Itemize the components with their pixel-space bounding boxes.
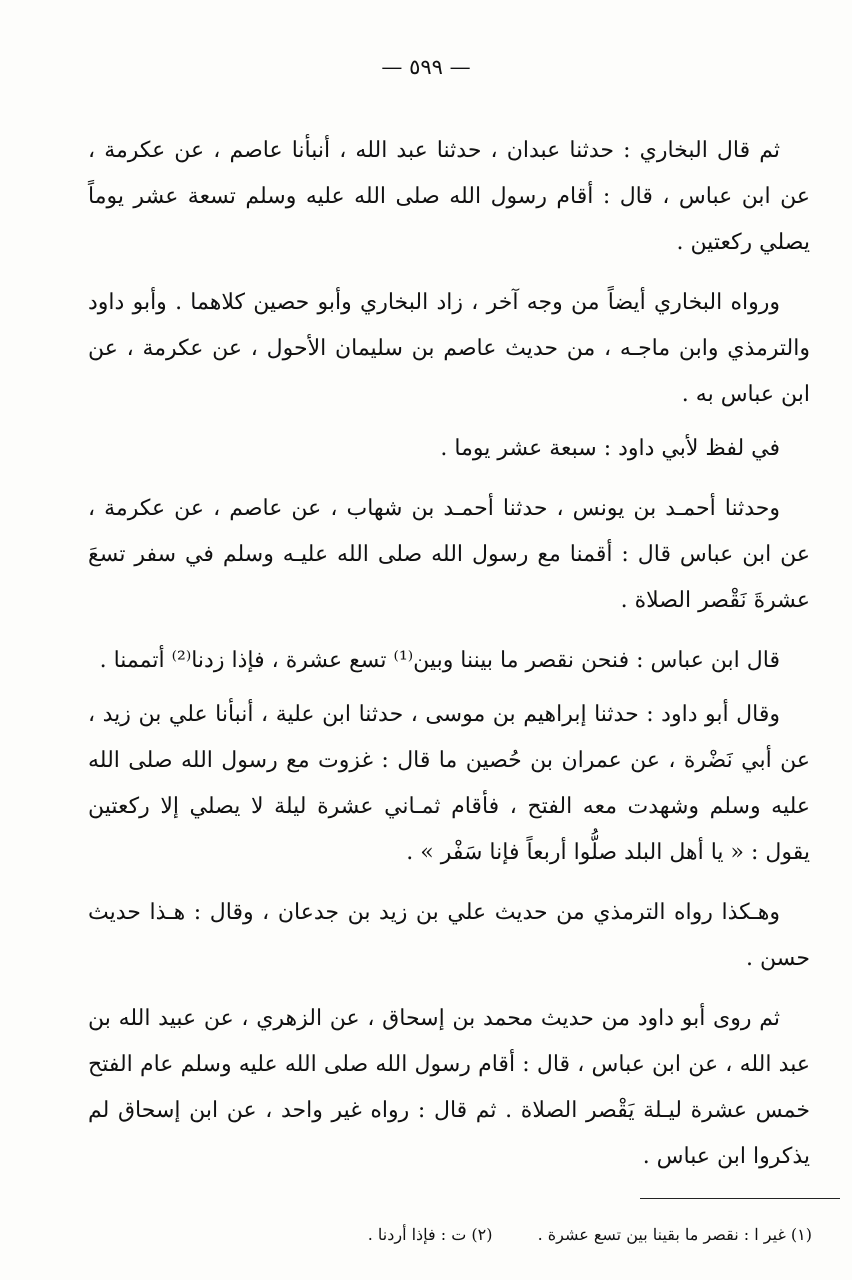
paragraph-3: في لفظ لأبي داود : سبعة عشر يوما . bbox=[440, 436, 780, 461]
paragraph-1: ثم قال البخاري : حدثنا عبدان ، حدثنا عبد الله ، أنبأنا عاصم ، عن عكرمة ، عن ابن عباس ، قال : أقام رسول الله صلى الله عليه وسلم تسعة عشر يوماً يصلي ركعتين . bbox=[88, 138, 810, 255]
footnote-2: (٢) ت : فإذا أردنا . bbox=[367, 1225, 493, 1244]
main-text bbox=[88, 128, 810, 1194]
paragraph-2: ورواه البخاري أيضاً من وجه آخر ، زاد البخاري وأبو حصين كلاهما . وأبو داود والترمذي وابن ماجـه ، من حديث عاصم بن سليمان الأحول ، عن عكرمة ، عن ابن عباس به . bbox=[88, 290, 810, 407]
footnote-divider bbox=[640, 1198, 840, 1199]
paragraph-6: وقال أبو داود : حدثنا إبراهيم بن موسى ، حدثنا ابن علية ، أنبأنا علي بن زيد ، عن أبي نَضْرة ، عن عمران بن حُصين ما قال : غزوت مع رسول الله صلى الله عليه وسلم وشهدت معه الفتح ، فأقام ثمـاني عشرة ليلة لا يصلي إلا ركعتين يقول : « يا أهل البلد صلُّوا أربعاً فإنا سَفْر » . bbox=[88, 702, 810, 865]
paragraph-5: قال ابن عباس : فنحن نقصر ما بيننا وبين⁽¹⁾ تسع عشرة ، فإذا زدنا⁽²⁾ أتممنا . bbox=[99, 648, 780, 673]
footnotes bbox=[72, 1222, 812, 1248]
page-number: — ٥٩٩ — bbox=[381, 55, 471, 79]
footnote-1: (١) غير ا : نقصر ما بقينا بين تسع عشرة . bbox=[537, 1225, 812, 1244]
paragraph-4: وحدثنا أحمـد بن يونس ، حدثنا أحمـد بن شهاب ، عن عاصم ، عن عكرمة ، عن ابن عباس قال : أقمنا مع رسول الله صلى الله عليـه وسلم في سفر تسعَ عشرةَ نَقْصر الصلاة . bbox=[88, 496, 810, 613]
paragraph-7: وهـكذا رواه الترمذي من حديث علي بن زيد بن جدعان ، وقال : هـذا حديث حسن . bbox=[88, 900, 810, 971]
paragraph-8: ثم روى أبو داود من حديث محمد بن إسحاق ، عن الزهري ، عن عبيد الله بن عبد الله ، عن ابن عباس ، قال : أقام رسول الله صلى الله عليه وسلم عام الفتح خمس عشرة ليـلة يَقْصر الصلاة . ثم قال : رواه غير واحد ، عن ابن إسحاق لم يذكروا ابن عباس . bbox=[88, 1006, 810, 1169]
